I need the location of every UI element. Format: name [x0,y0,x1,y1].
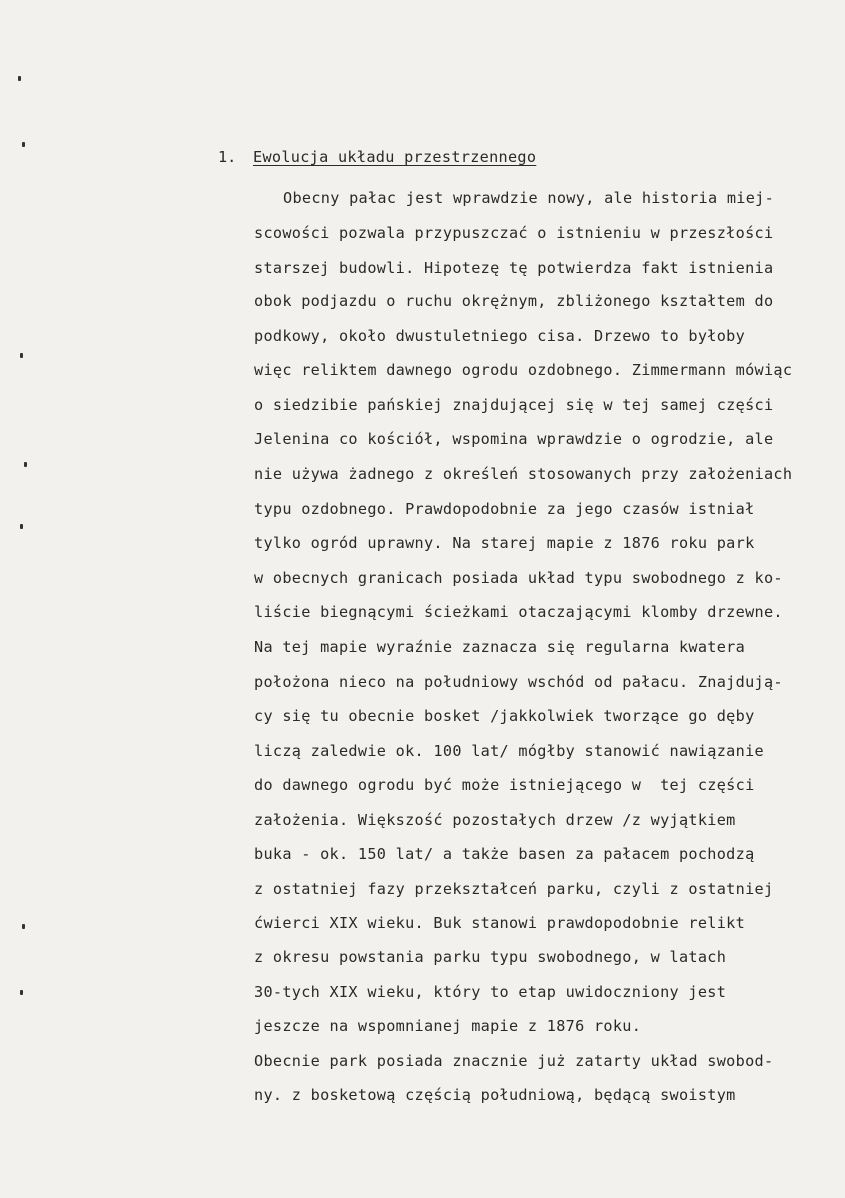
text-line: ćwierci XIX wieku. Buk stanowi prawdopodobnie relikt [254,914,746,932]
text-line: tylko ogród uprawny. Na starej mapie z 1876 roku park [254,534,755,552]
text-line: położona nieco na południowy wschód od pałacu. Znajdują- [254,673,783,691]
text-line: więc reliktem dawnego ogrodu ozdobnego. Zimmermann mówiąc [254,361,793,379]
text-line: nie używa żadnego z określeń stosowanych przy założeniach [254,465,793,483]
text-line: z okresu powstania parku typu swobodnego, w latach [254,948,727,966]
text-line: Obecny pałac jest wprawdzie nowy, ale historia miej- [283,189,775,207]
text-line: cy się tu obecnie bosket /jakkolwiek tworzące go dęby [254,707,755,725]
text-line: 30-tych XIX wieku, który to etap uwidoczniony jest [254,983,727,1001]
text-line: Na tej mapie wyraźnie zaznacza się regularna kwatera [254,638,746,656]
margin-mark [20,353,23,358]
text-line: z ostatniej fazy przekształceń parku, czyli z ostatniej [254,880,774,898]
text-line: obok podjazdu o ruchu okrężnym, zbliżonego kształtem do [254,292,774,310]
text-line: do dawnego ogrodu być może istniejącego w tej części [254,776,755,794]
text-line: Obecnie park posiada znacznie już zatarty układ swobod- [254,1052,774,1070]
margin-mark [22,924,25,929]
text-line: w obecnych granicach posiada układ typu swobodnego z ko- [254,569,783,587]
section-title: Ewolucja układu przestrzennego [253,148,537,166]
margin-mark [20,990,23,995]
text-line: jeszcze na wspomnianej mapie z 1876 roku. [254,1017,642,1035]
text-line: liście biegnącymi ścieżkami otaczającymi klomby drzewne. [254,603,783,621]
text-line: buka - ok. 150 lat/ a także basen za pałacem pochodzą [254,845,755,863]
section-number: 1. [218,148,237,166]
text-line: ny. z bosketową częścią południową, będącą swoistym [254,1086,736,1104]
text-line: liczą zaledwie ok. 100 lat/ mógłby stanowić nawiązanie [254,742,764,760]
margin-mark [20,524,23,529]
text-line: scowości pozwala przypuszczać o istnieniu w przeszłości [254,224,774,242]
text-line: typu ozdobnego. Prawdopodobnie za jego czasów istniał [254,500,755,518]
margin-mark [22,142,25,147]
margin-mark [18,76,21,81]
text-line: starszej budowli. Hipotezę tę potwierdza fakt istnienia [254,259,774,277]
text-line: o siedzibie pańskiej znajdującej się w tej samej części [254,396,774,414]
text-line: podkowy, około dwustuletniego cisa. Drzewo to byłoby [254,327,746,345]
text-line: założenia. Większość pozostałych drzew /z wyjątkiem [254,811,736,829]
margin-mark [24,462,27,467]
text-line: Jelenina co kościół, wspomina wprawdzie o ogrodzie, ale [254,430,774,448]
